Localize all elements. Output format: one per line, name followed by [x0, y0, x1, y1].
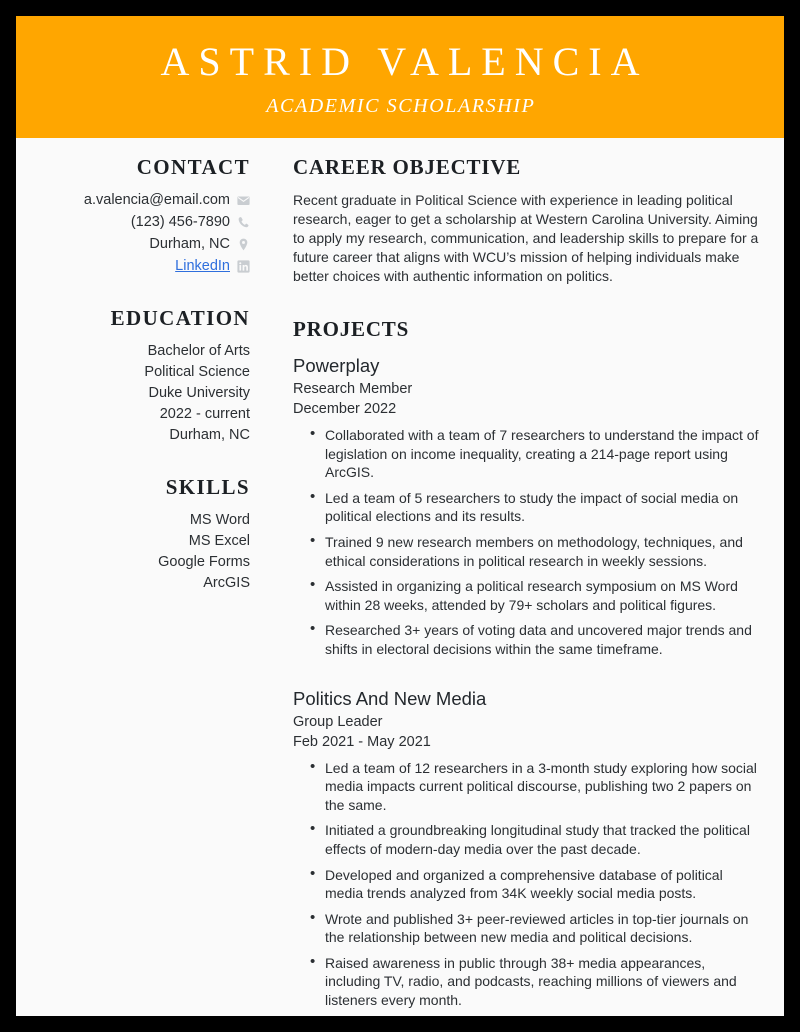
candidate-job-title: ACADEMIC SCHOLARSHIP	[266, 95, 536, 117]
project-bullet: • Assisted in organizing a political research symposium on MS Word within 28 weeks, attended by 79+ scholars and political figures.	[325, 577, 764, 614]
project-bullet: • Initiated a groundbreaking longitudinal study that tracked the political effects of modern-day media over the past decade.	[325, 821, 764, 858]
contact-item-email	[16, 190, 250, 211]
project-bullet: • Trained 9 new research members on methodology, techniques, and ethical considerations in political research in weekly sessions.	[325, 533, 764, 570]
skill-item: MS Word	[189, 512, 250, 528]
project-bullet-list	[293, 759, 764, 1010]
project-bullet-list	[293, 426, 764, 659]
project-entry	[293, 686, 764, 1010]
career-objective-heading: CAREER OBJECTIVE	[293, 155, 522, 179]
location-text: Durham, NC	[149, 235, 230, 252]
linkedin-link[interactable]: LinkedIn	[175, 257, 230, 274]
main-column	[250, 155, 784, 1010]
education-line: Durham, NC	[169, 427, 250, 443]
project-title: Powerplay	[293, 355, 380, 376]
project-entry	[293, 353, 764, 659]
projects-section	[293, 317, 764, 1010]
resume-body	[16, 138, 784, 1010]
skills-section	[16, 475, 250, 594]
project-title: Politics And New Media	[293, 687, 487, 709]
map-pin-icon	[237, 238, 250, 251]
candidate-name: ASTRID VALENCIA	[160, 39, 649, 84]
resume-page	[16, 16, 784, 1016]
resume-header-banner	[16, 16, 784, 138]
contact-item-linkedin[interactable]	[16, 256, 250, 277]
education-heading: EDUCATION	[110, 306, 250, 330]
education-line: Bachelor of Arts	[147, 343, 250, 359]
career-objective-section	[293, 155, 764, 286]
skill-item: Google Forms	[158, 554, 250, 570]
projects-heading: PROJECTS	[293, 317, 410, 341]
education-line: Political Science	[144, 364, 250, 380]
project-dates: Feb 2021 - May 2021	[293, 733, 431, 750]
education-line: Duke University	[148, 385, 250, 401]
skill-item: MS Excel	[188, 533, 250, 549]
education-line: 2022 - current	[159, 406, 250, 422]
project-role: Research Member	[293, 381, 413, 397]
contact-section	[16, 155, 250, 277]
education-section	[16, 306, 250, 446]
project-bullet: • Wrote and published 3+ peer-reviewed articles in top-tier journals on the relationship between new media and political decisions.	[325, 910, 764, 947]
contact-heading: CONTACT	[136, 155, 250, 179]
phone-icon	[237, 216, 250, 229]
project-dates: December 2022	[293, 401, 397, 417]
project-bullet: • Raised awareness in public through 38+ media appearances, including TV, radio, and podcasts, reaching millions of viewers and listeners every month.	[325, 954, 764, 1010]
sidebar-column	[16, 155, 250, 594]
phone-text: (123) 456-7890	[130, 213, 230, 230]
project-bullet: • Collaborated with a team of 7 researchers to understand the impact of legislation on income inequality, creating a 214-page report using ArcGIS.	[325, 426, 764, 482]
project-bullet: • Led a team of 12 researchers in a 3-month study exploring how social media impacts current political discourse, publishing two 2 papers on the same.	[325, 759, 764, 815]
project-bullet: • Researched 3+ years of voting data and uncovered major trends and shifts in electoral decisions within the same timeframe.	[325, 621, 764, 658]
project-bullet: • Developed and organized a comprehensive database of political media trends analyzed from 34K weekly social media posts.	[325, 866, 764, 903]
project-bullet: • Led a team of 5 researchers to study the impact of social media on political elections and its results.	[325, 489, 764, 526]
project-role: Group Leader	[293, 713, 383, 730]
skill-item: ArcGIS	[203, 575, 250, 591]
envelope-icon	[237, 194, 250, 207]
contact-list	[16, 190, 250, 277]
contact-item-phone	[16, 212, 250, 233]
contact-item-location	[16, 234, 250, 255]
skills-heading: SKILLS	[165, 475, 250, 499]
linkedin-icon[interactable]	[237, 260, 250, 273]
email-text: a.valencia@email.com	[83, 191, 230, 208]
career-objective-text: Recent graduate in Political Science with experience in leading political research, eager to get a scholarship at Western Carolina University. Aiming to apply my research, communication, and leadership skills to prepare for a future career that aligns with WCU’s mission of helping individuals make better choices with authentic information on politics.	[293, 192, 759, 284]
